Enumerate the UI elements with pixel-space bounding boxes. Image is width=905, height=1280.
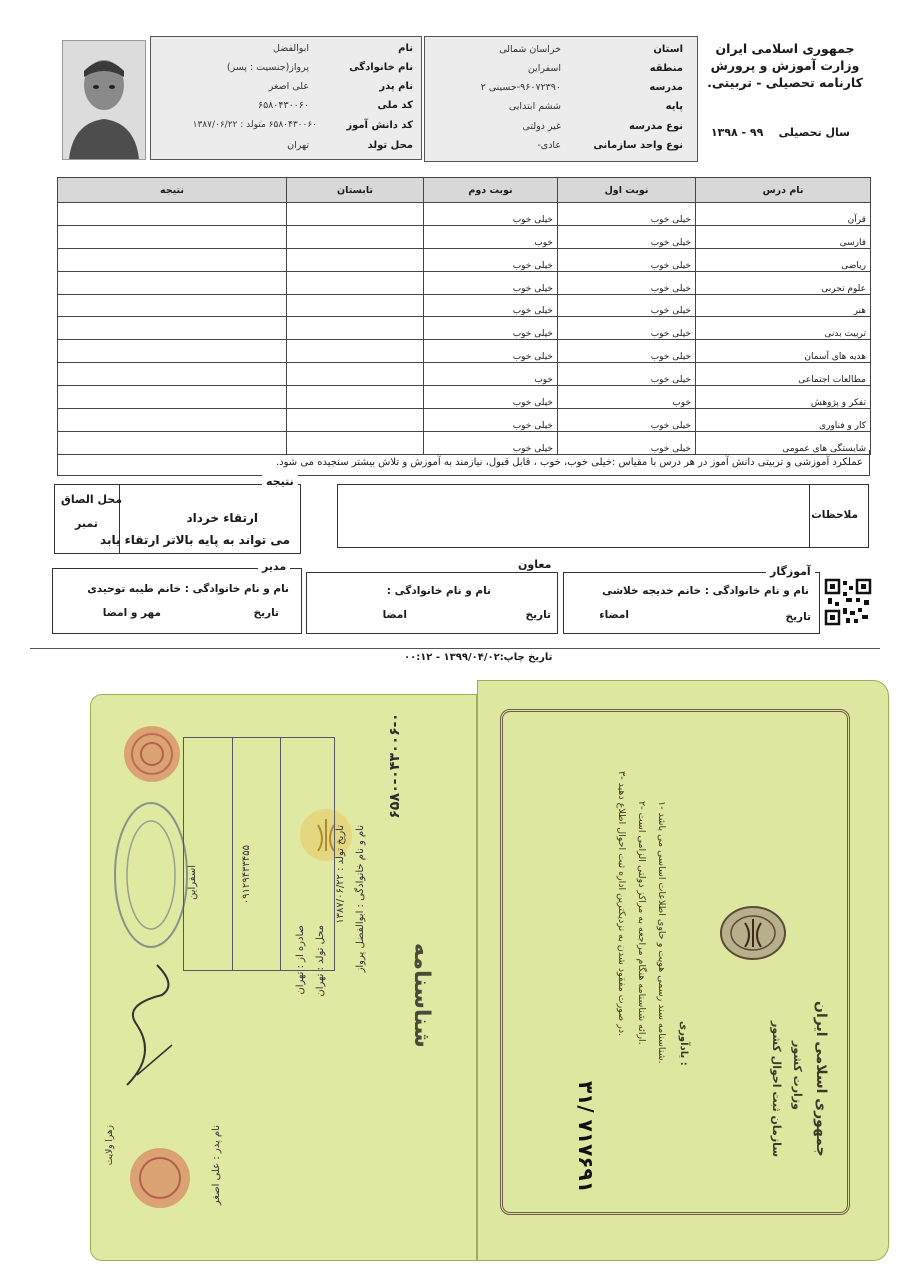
label-student-code: کد دانش آموز — [346, 120, 413, 131]
table-row — [58, 340, 871, 363]
cell-result — [58, 248, 287, 271]
remarks-box — [337, 484, 869, 548]
table-row — [58, 203, 871, 226]
grades-header-row — [58, 178, 871, 203]
print-date: تاریخ چاپ:۱۳۹۹/۰۴/۰۲ - ۰۰:۱۲ — [404, 652, 553, 663]
label-unit-type: نوع واحد سازمانی — [593, 140, 683, 151]
teacher-sign: امضاء — [599, 609, 629, 621]
cell-subject: تربیت بدنی — [696, 317, 871, 340]
id-table-grid — [183, 737, 335, 971]
cell-subject: علوم تجربی — [696, 271, 871, 294]
label-last-name: نام خانوادگی — [349, 62, 413, 73]
cell-term2: خیلی خوب — [424, 340, 558, 363]
col-result: نتیجه — [58, 178, 287, 203]
cell-term1: خیلی خوب — [558, 363, 696, 386]
cell-result — [58, 317, 287, 340]
booklet-note-head: یادآوری : — [678, 1021, 689, 1066]
cell-term1: خیلی خوب — [558, 203, 696, 226]
cell-result — [58, 409, 287, 432]
assistant-date: تاریخ — [525, 609, 551, 621]
round-stamp-icon — [111, 785, 191, 955]
assistant-sign: امضا — [382, 609, 407, 621]
assistant-name: نام و نام خانوادگی : — [386, 585, 491, 597]
teacher-legend: آموزگار — [766, 565, 815, 578]
label-school: مدرسه — [649, 82, 683, 93]
footer-divider — [30, 648, 880, 649]
mother-birthplace: اسفراین — [187, 865, 198, 900]
table-row — [58, 386, 871, 409]
signature-icon — [117, 955, 187, 1095]
stamp-place-label: محل الصاق — [61, 493, 123, 506]
cell-result — [58, 271, 287, 294]
col-summer: تابستان — [287, 178, 424, 203]
cell-term1: خوب — [558, 386, 696, 409]
cell-summer — [287, 340, 424, 363]
cell-term2: خیلی خوب — [424, 294, 558, 317]
cell-term1: خیلی خوب — [558, 431, 696, 454]
teacher-date: تاریخ — [785, 611, 811, 623]
teacher-box — [563, 572, 820, 634]
booklet-org: سازمان ثبت احوال کشور — [770, 1021, 783, 1158]
booklet-note-1: ۱- شناسنامه سند رسمی هویت و حاوی اطلاعات اساسی می باشد. — [656, 801, 667, 1064]
document-header — [700, 40, 870, 91]
cell-term1: خیلی خوب — [558, 340, 696, 363]
id-field-name: نام و نام خانوادگی : ابوالفضل پرواز — [355, 825, 366, 973]
table-row — [58, 294, 871, 317]
cell-subject: هدیه های آسمان — [696, 340, 871, 363]
result-promotion: ارتقاء خرداد — [186, 511, 258, 525]
value-national-code: ۶۵۸۰۴۳۰۰۶۰ — [257, 100, 309, 111]
student-photo — [62, 40, 146, 160]
label-national-code: کد ملی — [377, 100, 413, 111]
cell-subject: هنر — [696, 294, 871, 317]
cell-summer — [287, 363, 424, 386]
cell-term2: خیلی خوب — [424, 409, 558, 432]
seal-top-icon — [121, 719, 183, 789]
assistant-box — [306, 572, 558, 634]
value-region: اسفراین — [527, 63, 561, 74]
cell-term1: خیلی خوب — [558, 294, 696, 317]
booklet-serial: ۳۱/ ۷۱۷۶۹۱ — [574, 1081, 598, 1193]
value-father-name: علی اصغر — [268, 81, 309, 92]
cell-term2: خیلی خوب — [424, 431, 558, 454]
cell-term1: خیلی خوب — [558, 409, 696, 432]
grades-table — [57, 177, 871, 455]
national-emblem-icon — [718, 903, 788, 963]
cell-result — [58, 203, 287, 226]
label-school-type: نوع مدرسه — [629, 121, 683, 132]
id-field-birthplace: محل تولد : تهران — [315, 925, 326, 997]
booklet-note-2: ۲- ارائه شناسنامه هنگام مراجعه به مراکز دولتی الزامی است. — [636, 801, 647, 1045]
id-booklet-right-page — [477, 680, 889, 1261]
cell-summer — [287, 317, 424, 340]
label-province: استان — [653, 44, 683, 55]
table-row — [58, 317, 871, 340]
value-grade: ششم ابتدایی — [508, 101, 561, 112]
teacher-name: نام و نام خانوادگی : خانم خدیجه خلاشی — [602, 585, 809, 597]
result-description: می تواند به پایه بالاتر ارتقاء یابد — [100, 533, 290, 547]
cell-summer — [287, 248, 424, 271]
cell-result — [58, 294, 287, 317]
cell-subject: شایستگی های عمومی — [696, 431, 871, 454]
booklet-ministry: وزارت کشور — [791, 1041, 804, 1110]
cell-subject: کار و فناوری — [696, 409, 871, 432]
label-grade: پایه — [665, 101, 683, 112]
stamp-label: تمبر — [75, 517, 98, 530]
school-info-box — [424, 36, 698, 162]
cell-result — [58, 386, 287, 409]
value-school: ۹۶۰۷۲۳۹۰-حسینی ۲ — [480, 82, 561, 93]
cell-summer — [287, 271, 424, 294]
value-unit-type: عادی- — [537, 140, 561, 151]
cell-term1: خیلی خوب — [558, 317, 696, 340]
label-father-name: نام پدر — [379, 81, 413, 92]
col-subject: نام درس — [696, 178, 871, 203]
result-box — [54, 484, 301, 554]
cell-term1: خیلی خوب — [558, 225, 696, 248]
value-province: خراسان شمالی — [499, 44, 561, 55]
cell-term2: خیلی خوب — [424, 203, 558, 226]
value-last-name: پرواز(جنسیت : پسر) — [226, 62, 309, 73]
qr-code-icon — [824, 578, 872, 626]
id-national-number: ۶۵۸۰-۰۴۳۰۰۶-۰ — [387, 713, 403, 819]
id-father-name: نام پدر : علی اصغر — [211, 1125, 222, 1206]
principal-date: تاریخ — [253, 607, 279, 619]
principal-legend: مدیر — [258, 560, 290, 573]
cell-subject: تفکر و پژوهش — [696, 386, 871, 409]
table-row — [58, 409, 871, 432]
principal-sign: مهر و امضا — [102, 607, 161, 619]
student-info-box — [150, 36, 422, 160]
cell-term2: خیلی خوب — [424, 248, 558, 271]
cell-result — [58, 363, 287, 386]
id-field-issued: صادره از : تهران — [295, 925, 306, 995]
booklet-note-3: ۳- در صورت مفقود شدن به نزدیکترین اداره ثبت احوال اطلاع دهید. — [616, 771, 627, 1037]
value-first-name: ابوالفضل — [273, 43, 309, 54]
id-booklet-left-page — [90, 694, 477, 1261]
label-region: منطقه — [649, 63, 683, 74]
table-row — [58, 271, 871, 294]
label-first-name: نام — [398, 43, 413, 54]
cell-term1: خیلی خوب — [558, 271, 696, 294]
id-heading: شناسنامه — [409, 943, 434, 1048]
value-student-code: ۶۵۸۰۴۳۰۰۶۰ متولد : ۱۳۸۷/۰۶/۲۲ — [192, 120, 317, 130]
cell-term2: خوب — [424, 225, 558, 248]
grading-scale-note: عملکرد آموزشی و تربیتی دانش آموز در هر درس با مقیاس :خیلی خوب، خوب ، قابل قبول، نیازمند به آموزش و تلاش بیشتر سنجیده می شود. — [57, 450, 870, 476]
academic-year-label: سال تحصیلی — [778, 126, 850, 139]
ornate-frame — [500, 709, 850, 1215]
col-term2: نوبت دوم — [424, 178, 558, 203]
seal-bottom-icon — [125, 1143, 195, 1213]
cell-result — [58, 340, 287, 363]
id-field-birthdate: تاریخ تولد : ۱۳۸۷/۰۶/۲۲ — [335, 825, 346, 924]
academic-year — [700, 126, 850, 139]
principal-name: نام و نام خانوادگی : خانم طیبه توحیدی — [87, 583, 289, 595]
header-country: جمهوری اسلامی ایران — [715, 41, 855, 56]
cell-subject: قرآن — [696, 203, 871, 226]
id-booklet-scan — [90, 680, 890, 1260]
cell-summer — [287, 203, 424, 226]
cell-summer — [287, 294, 424, 317]
id-signature-name: زهرا ولایت — [105, 1125, 115, 1166]
phone-number: ۰۹۱۲۹۴۳۳۴۵۵ — [241, 845, 252, 905]
cell-term2: خیلی خوب — [424, 317, 558, 340]
cell-term1: خیلی خوب — [558, 248, 696, 271]
remarks-label: ملاحظات — [811, 509, 858, 521]
table-row — [58, 225, 871, 248]
cell-summer — [287, 409, 424, 432]
cell-term2: خیلی خوب — [424, 386, 558, 409]
cell-subject: ریاضی — [696, 248, 871, 271]
cell-term2: خیلی خوب — [424, 271, 558, 294]
cell-summer — [287, 225, 424, 248]
cell-summer — [287, 386, 424, 409]
label-birthplace: محل تولد — [367, 140, 413, 151]
table-row — [58, 248, 871, 271]
assistant-legend: معاون — [514, 558, 555, 571]
col-term1: نوبت اول — [558, 178, 696, 203]
booklet-title: جمهوری اسلامی ایران — [813, 1001, 829, 1157]
cell-term2: خوب — [424, 363, 558, 386]
header-ministry: وزارت آموزش و پرورش — [710, 58, 860, 73]
value-school-type: غیر دولتی — [522, 121, 561, 132]
header-report-title: کارنامه تحصیلی - تربیتی. — [707, 75, 863, 90]
cell-result — [58, 225, 287, 248]
academic-year-value: ۹۹ - ۱۳۹۸ — [710, 126, 764, 139]
table-row — [58, 363, 871, 386]
result-legend: نتیجه — [262, 475, 298, 488]
value-birthplace: تهران — [287, 140, 309, 151]
cell-subject: فارسی — [696, 225, 871, 248]
principal-box — [52, 568, 302, 634]
cell-subject: مطالعات اجتماعی — [696, 363, 871, 386]
